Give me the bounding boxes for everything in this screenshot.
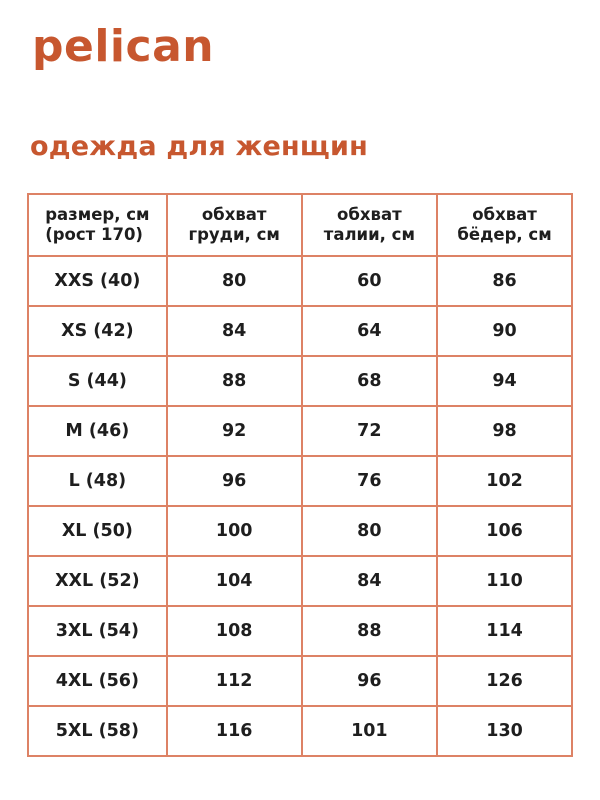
table-row bbox=[28, 706, 572, 756]
waist-cell: 88 bbox=[302, 606, 437, 656]
hips-cell: 102 bbox=[437, 456, 572, 506]
size-cell: 4XL (56) bbox=[28, 656, 167, 706]
chest-cell: 112 bbox=[167, 656, 302, 706]
size-cell: XS (42) bbox=[28, 306, 167, 356]
column-header-chest-line1: обхват bbox=[201, 204, 267, 224]
column-header-waist-line1: обхват bbox=[337, 204, 402, 224]
size-cell: XXS (40) bbox=[28, 256, 167, 306]
size-cell: XXL (52) bbox=[28, 556, 167, 606]
column-header-size-line2: (рост 170) bbox=[45, 224, 143, 244]
chest-cell: 96 bbox=[167, 456, 302, 506]
waist-cell: 72 bbox=[302, 406, 437, 456]
table-row bbox=[28, 556, 572, 606]
column-header-hips-line2: бёдер, см bbox=[457, 224, 552, 244]
table-row bbox=[28, 606, 572, 656]
table-row bbox=[28, 306, 572, 356]
table-row bbox=[28, 406, 572, 456]
waist-cell: 96 bbox=[302, 656, 437, 706]
page-title: одежда для женщин bbox=[30, 130, 368, 162]
hips-cell: 110 bbox=[437, 556, 572, 606]
table-row bbox=[28, 656, 572, 706]
size-cell: S (44) bbox=[28, 356, 167, 406]
chest-cell: 88 bbox=[167, 356, 302, 406]
waist-cell: 68 bbox=[302, 356, 437, 406]
hips-cell: 126 bbox=[437, 656, 572, 706]
size-cell: 3XL (54) bbox=[28, 606, 167, 656]
hips-cell: 130 bbox=[437, 706, 572, 756]
column-header-hips-line1: обхват bbox=[472, 204, 537, 224]
hips-cell: 94 bbox=[437, 356, 572, 406]
hips-cell: 106 bbox=[437, 506, 572, 556]
size-cell: L (48) bbox=[28, 456, 167, 506]
size-table bbox=[27, 193, 573, 757]
waist-cell: 64 bbox=[302, 306, 437, 356]
chest-cell: 104 bbox=[167, 556, 302, 606]
waist-cell: 60 bbox=[302, 256, 437, 306]
table-row bbox=[28, 506, 572, 556]
table-row bbox=[28, 456, 572, 506]
size-cell: XL (50) bbox=[28, 506, 167, 556]
column-header-waist-line2: талии, см bbox=[323, 224, 415, 244]
column-header-waist bbox=[302, 194, 437, 256]
column-header-hips bbox=[437, 194, 572, 256]
hips-cell: 98 bbox=[437, 406, 572, 456]
column-header-size-line1: размер, см bbox=[45, 204, 150, 224]
waist-cell: 80 bbox=[302, 506, 437, 556]
size-cell: M (46) bbox=[28, 406, 167, 456]
chest-cell: 116 bbox=[167, 706, 302, 756]
table-row bbox=[28, 356, 572, 406]
table-header-row bbox=[28, 194, 572, 256]
hips-cell: 86 bbox=[437, 256, 572, 306]
column-header-chest bbox=[167, 194, 302, 256]
chest-cell: 100 bbox=[167, 506, 302, 556]
waist-cell: 76 bbox=[302, 456, 437, 506]
column-header-chest-line2: груди, см bbox=[188, 224, 280, 244]
table-row bbox=[28, 256, 572, 306]
hips-cell: 114 bbox=[437, 606, 572, 656]
chest-cell: 108 bbox=[167, 606, 302, 656]
chest-cell: 84 bbox=[167, 306, 302, 356]
size-cell: 5XL (58) bbox=[28, 706, 167, 756]
column-header-size bbox=[28, 194, 167, 256]
waist-cell: 84 bbox=[302, 556, 437, 606]
brand-logo: pelican bbox=[32, 21, 215, 72]
chest-cell: 92 bbox=[167, 406, 302, 456]
chest-cell: 80 bbox=[167, 256, 302, 306]
hips-cell: 90 bbox=[437, 306, 572, 356]
waist-cell: 101 bbox=[302, 706, 437, 756]
